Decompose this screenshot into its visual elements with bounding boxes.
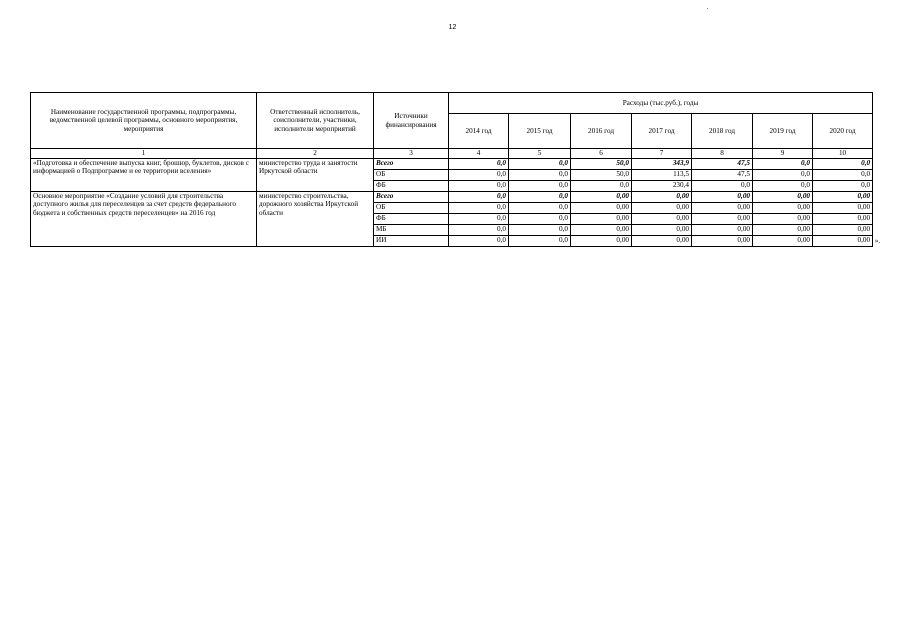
expense-value: 0,0 <box>753 180 813 191</box>
activity-name: Основное мероприятие «Создание условий для строительства доступного жилья для переселенцев за счет средств федерального бюджета и собственных средств переселенцев» на 2016 год <box>31 191 257 246</box>
expense-value: 0,0 <box>449 191 509 202</box>
expense-value: 0,00 <box>692 202 753 213</box>
header-year: 2016 год <box>571 114 632 149</box>
expense-value: 343,9 <box>632 158 692 169</box>
expense-value: 0,00 <box>632 235 692 246</box>
expense-value: 0,0 <box>509 235 571 246</box>
expense-value: 0,00 <box>857 236 871 245</box>
header-row-1 <box>31 93 873 114</box>
header-year: 2020 год <box>813 114 873 149</box>
expense-value: 50,0 <box>571 158 632 169</box>
expense-value: 0,00 <box>632 213 692 224</box>
header-year: 2019 год <box>753 114 813 149</box>
expense-value: 0,0 <box>692 180 753 191</box>
header-executor: Ответственный исполнитель, соисполнители, участники, исполнители мероприятий <box>257 93 374 149</box>
funding-source: МБ <box>374 224 449 235</box>
budget-table <box>30 92 881 247</box>
expense-value: 0,00 <box>813 224 873 235</box>
expense-value: 0,0 <box>449 202 509 213</box>
header-year: 2014 год <box>449 114 509 149</box>
column-number: 1 <box>31 149 257 159</box>
header-year: 2018 год <box>692 114 753 149</box>
header-name: Наименование государственной программы, подпрограммы, ведомственной целевой программы, основного мероприятия, мероприятия <box>31 93 257 149</box>
expense-value: 0,0 <box>509 224 571 235</box>
header-year: 2017 год <box>632 114 692 149</box>
table-row <box>31 191 873 202</box>
expense-value: 0,00 <box>753 235 813 246</box>
activity-name: «Подготовка и обеспечение выпуска книг, брошюр, буклетов, дисков с информацией о Подпрограмме и ее территории вселения» <box>31 158 257 191</box>
funding-source: Всего <box>374 191 449 202</box>
expense-value: 0,0 <box>449 213 509 224</box>
expense-value: 0,0 <box>449 235 509 246</box>
expense-value: 0,00 <box>753 191 813 202</box>
scan-speck <box>707 8 708 9</box>
expense-value: 0,0 <box>813 158 873 169</box>
column-number: 10 <box>813 149 873 159</box>
column-number: 2 <box>257 149 374 159</box>
funding-source: ФБ <box>374 213 449 224</box>
expense-value: 0,0 <box>509 213 571 224</box>
expense-value: 47,5 <box>692 169 753 180</box>
expense-value: 0,0 <box>509 191 571 202</box>
header-expenses: Расходы (тыс.руб.), годы <box>449 93 873 114</box>
expense-value: 0,00 <box>753 213 813 224</box>
column-number: 4 <box>449 149 509 159</box>
expense-value: 0,0 <box>449 169 509 180</box>
funding-source: ОБ <box>374 202 449 213</box>
closing-quote-mark: ». <box>874 237 881 246</box>
expense-value-last <box>813 235 881 246</box>
funding-source: ОБ <box>374 169 449 180</box>
expense-value: 0,00 <box>753 224 813 235</box>
expense-value: 0,00 <box>813 213 873 224</box>
activity-executor: министерство труда и занятости Иркутской области <box>257 158 374 191</box>
expense-value: 0,0 <box>509 202 571 213</box>
expense-value: 0,0 <box>753 158 813 169</box>
table-row <box>31 158 873 169</box>
expense-value: 0,0 <box>571 180 632 191</box>
expense-value: 0,00 <box>692 213 753 224</box>
expense-value: 113,5 <box>632 169 692 180</box>
expense-value: 0,00 <box>753 202 813 213</box>
column-number: 7 <box>632 149 692 159</box>
expense-value: 0,0 <box>813 180 873 191</box>
expense-value: 0,0 <box>449 180 509 191</box>
column-number: 6 <box>571 149 632 159</box>
expense-value: 0,0 <box>449 158 509 169</box>
expense-value: 0,0 <box>509 158 571 169</box>
expense-value: 0,00 <box>571 191 632 202</box>
expense-value: 0,0 <box>753 169 813 180</box>
expense-value: 0,0 <box>509 169 571 180</box>
expense-value: 0,00 <box>692 235 753 246</box>
expense-value: 0,0 <box>813 169 873 180</box>
expense-value: 0,00 <box>692 191 753 202</box>
column-number-row <box>31 149 873 159</box>
page-number: 12 <box>448 24 457 31</box>
column-number: 3 <box>374 149 449 159</box>
expense-value: 0,00 <box>571 224 632 235</box>
expense-value: 0,00 <box>571 213 632 224</box>
column-number: 9 <box>753 149 813 159</box>
funding-source: Всего <box>374 158 449 169</box>
expense-value: 0,0 <box>449 224 509 235</box>
expense-value: 0,00 <box>571 202 632 213</box>
column-number: 5 <box>509 149 571 159</box>
column-number: 8 <box>692 149 753 159</box>
header-sources: Источники финансирования <box>374 93 449 149</box>
expense-value: 0,00 <box>632 202 692 213</box>
expense-value: 0,0 <box>509 180 571 191</box>
expense-value: 0,00 <box>632 224 692 235</box>
expense-value: 0,00 <box>692 224 753 235</box>
funding-source: ИИ <box>374 235 449 246</box>
expense-value: 50,0 <box>571 169 632 180</box>
funding-source: ФБ <box>374 180 449 191</box>
header-year: 2015 год <box>509 114 571 149</box>
expense-value: 230,4 <box>632 180 692 191</box>
expense-value: 0,00 <box>571 235 632 246</box>
expense-value: 0,00 <box>813 202 873 213</box>
expense-value: 0,00 <box>813 191 873 202</box>
expense-value: 47,5 <box>692 158 753 169</box>
activity-executor: министерство строительства, дорожного хозяйства Иркутской области <box>257 191 374 246</box>
expense-value: 0,00 <box>632 191 692 202</box>
